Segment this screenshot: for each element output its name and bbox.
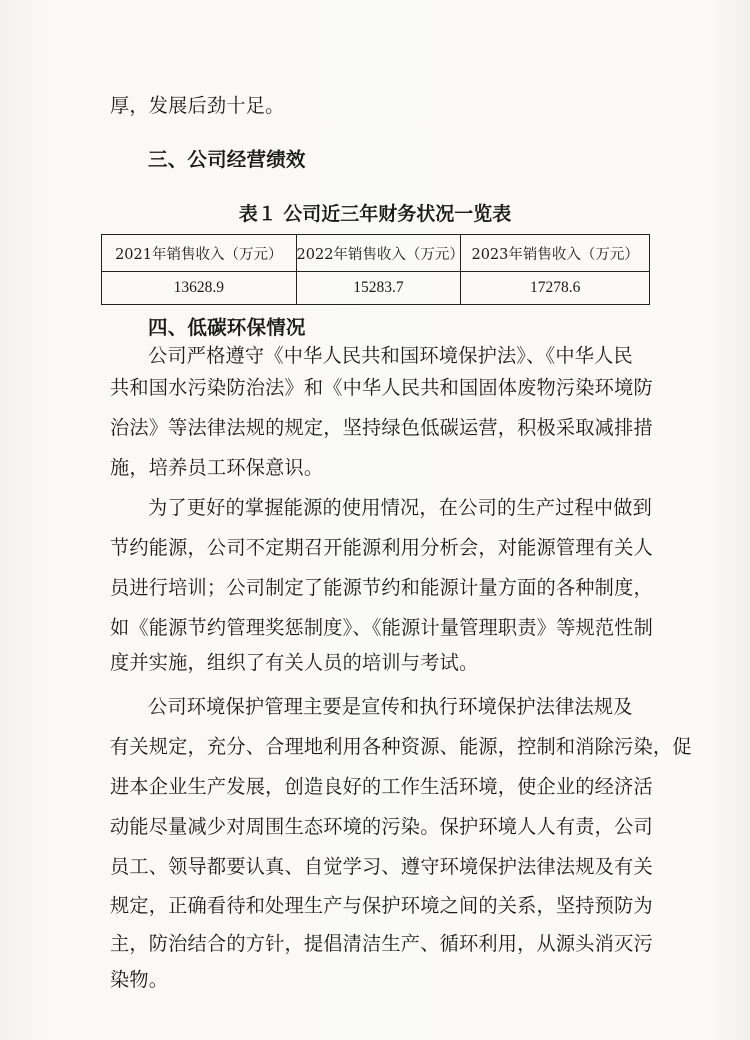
paragraph-line: 治法》等法律法规的规定，坚持绿色低碳运营，积极采取减排措 xyxy=(110,416,653,439)
paragraph-line: 公司严格遵守《中华人民共和国环境保护法》、《中华人民 xyxy=(148,344,633,367)
table-cell: 13628.9 xyxy=(102,272,297,305)
table-header-row xyxy=(102,235,650,272)
paragraph-line: 施，培养员工环保意识。 xyxy=(110,456,324,479)
paragraph-line: 共和国水污染防治法》和《中华人民共和国固体废物污染环境防 xyxy=(110,376,653,399)
paragraph-line: 动能尽量减少对周围生态环境的污染。保护环境人人有责，公司 xyxy=(110,815,653,838)
table-row xyxy=(102,272,650,305)
paragraph-line: 厚，发展后劲十足。 xyxy=(110,94,285,117)
paragraph-line: 员进行培训；公司制定了能源节约和能源计量方面的各种制度， xyxy=(110,576,653,599)
paragraph-line: 为了更好的掌握能源的使用情况，在公司的生产过程中做到 xyxy=(148,496,653,519)
paragraph-line: 有关规定，充分、合理地利用各种资源、能源，控制和消除污染，促 xyxy=(110,735,692,758)
paragraph-line: 进本企业生产发展，创造良好的工作生活环境，使企业的经济活 xyxy=(110,775,653,798)
table-cell: 17278.6 xyxy=(461,272,650,305)
table-cell: 15283.7 xyxy=(296,272,461,305)
table-header-cell: 2023年销售收入（万元） xyxy=(461,235,650,272)
paragraph-line: 主，防治结合的方针，提倡清洁生产、循环利用，从源头消灭污 xyxy=(110,932,653,955)
paragraph-line: 公司环境保护管理主要是宣传和执行环境保护法律法规及 xyxy=(148,695,633,718)
table-header-cell: 2022年销售收入（万元） xyxy=(296,235,461,272)
paragraph-line: 员工、领导都要认真、自觉学习、遵守环境保护法律法规及有关 xyxy=(110,855,653,878)
paragraph-line: 染物。 xyxy=(110,968,169,991)
table-header-cell: 2021年销售收入（万元） xyxy=(102,235,297,272)
paragraph-line: 度并实施，组织了有关人员的培训与考试。 xyxy=(110,651,479,674)
paragraph-line: 节约能源，公司不定期召开能源利用分析会，对能源管理有关人 xyxy=(110,536,653,559)
paragraph-line: 规定，正确看待和处理生产与保护环境之间的关系，坚持预防为 xyxy=(110,894,653,917)
section-heading: 四、低碳环保情况 xyxy=(148,316,306,339)
financial-table xyxy=(101,234,650,305)
paragraph-line: 如《能源节约管理奖惩制度》、《能源计量管理职责》等规范性制 xyxy=(110,616,654,639)
table-title: 表１ 公司近三年财务状况一览表 xyxy=(238,203,512,225)
section-heading: 三、公司经营绩效 xyxy=(148,148,306,171)
